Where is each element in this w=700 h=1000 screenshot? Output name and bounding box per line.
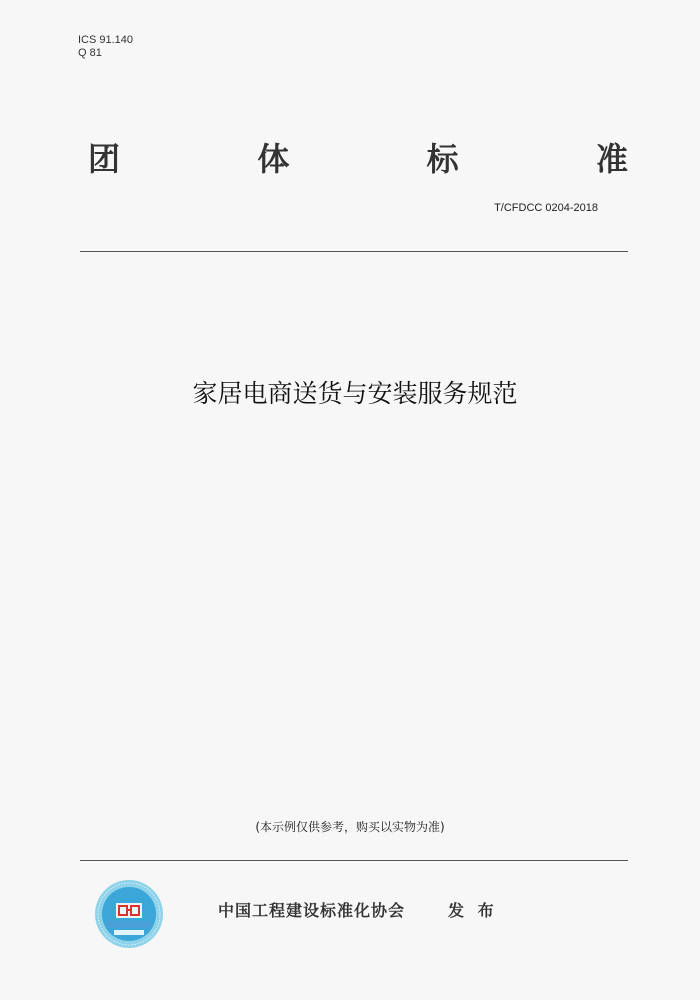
top-divider [80,251,628,252]
anti-counterfeit-seal-icon [94,879,164,949]
seal-lower-label [114,930,144,935]
standard-type-char: 准 [595,140,628,178]
seal-mark [116,903,142,918]
bottom-divider [80,860,628,861]
standard-number: T/CFDCC 0204-2018 [494,202,598,214]
sample-note: (本示例仅供参考，购买以实物为准) [255,820,445,834]
class-code: Q 81 [78,47,102,59]
standard-type-char: 体 [257,140,290,178]
standard-type-char: 团 [88,140,121,178]
document-title: 家居电商送货与安装服务规范 [192,379,518,408]
classification-codes [78,34,133,60]
standard-type-char: 标 [426,140,459,178]
seal-band [106,921,152,928]
publish-label: 发 布 [448,901,498,920]
ics-code: ICS 91.140 [78,34,134,46]
publisher-name: 中国工程建设标准化协会 [218,901,406,920]
standard-type-heading [88,134,628,180]
